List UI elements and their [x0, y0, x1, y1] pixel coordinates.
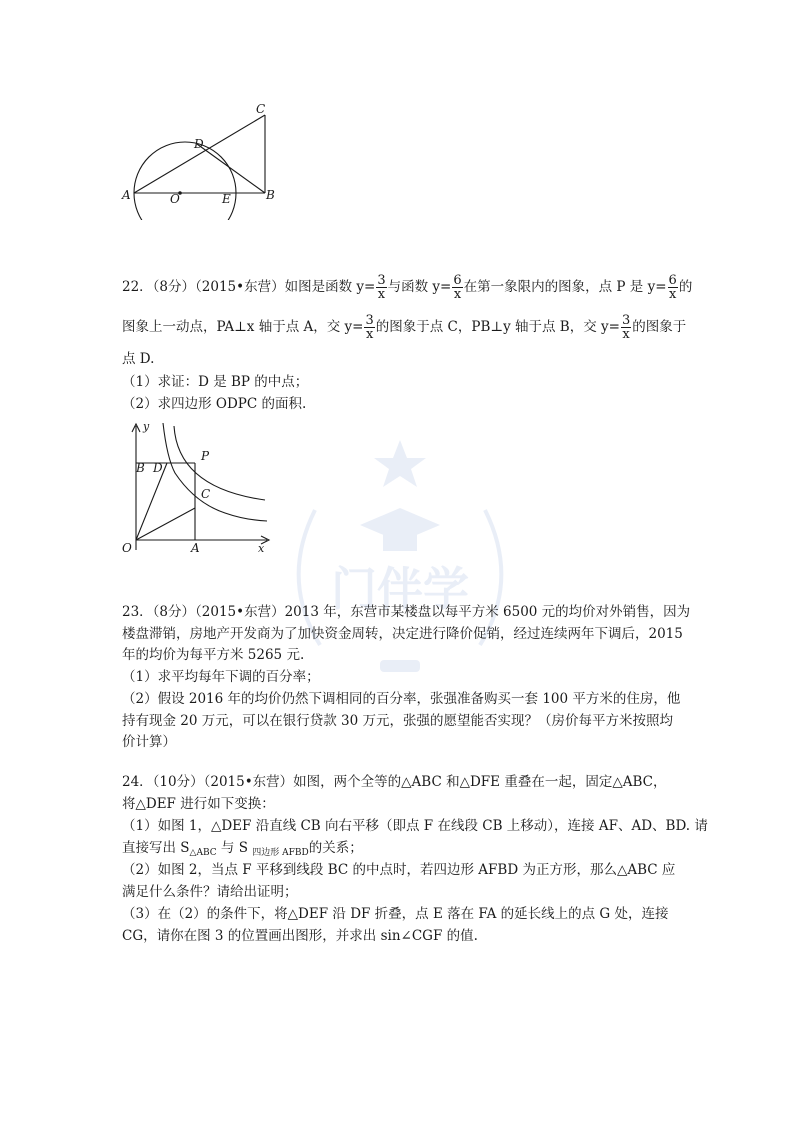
- q24-sub-2a: （2）如图 2，当点 F 平移到线段 BC 的中点时，若四边形 AFBD 为正方形，那么△ABC 应: [122, 862, 676, 878]
- fraction-3-over-x: $\frac{3}{x}$: [621, 313, 631, 342]
- q22-sub-1: （1）求证：D 是 BP 的中点；: [122, 374, 309, 390]
- q24-line-2: 将△DEF 进行如下变换：: [122, 796, 275, 812]
- fraction-6-over-x: $\frac{6}{x}$: [668, 273, 677, 302]
- label-e: E: [222, 192, 231, 206]
- q24-sub-1a: （1）如图 1，△DEF 沿直线 CB 向右平移（即点 F 在线段 CB 上移动），连接 AF、AD、BD. 请: [122, 818, 708, 834]
- q22-text-1c: 在第一象限内的图象，点 P 是 y=: [463, 279, 667, 295]
- q23-sub-2a: （2）假设 2016 年的均价仍然下调相同的百分率，张强准备购买一套 100 平方米的住房，他: [122, 691, 681, 707]
- fraction-3-over-x: $\frac{3}{x}$: [377, 273, 386, 302]
- fraction-3-over-x: $\frac{3}{x}$: [365, 313, 374, 342]
- q23-line-3: 年的均价为每平方米 5265 元.: [122, 647, 305, 663]
- q24-line-1: 24．（10分）（2015•东营）如图，两个全等的△ABC 和△DFE 重叠在一起，固定△ABC，: [122, 774, 667, 790]
- q22-text-1a: 如图是函数 y=: [284, 279, 376, 295]
- label-a: A: [122, 188, 131, 202]
- label-a: A: [191, 541, 200, 555]
- q23-sub-2b: 持有现金 20 万元，可以在银行贷款 30 万元，张强的愿望能否实现？（房价每平方米按照均: [122, 713, 674, 729]
- label-c: C: [201, 487, 211, 501]
- q22-text-1b: 与函数 y=: [387, 279, 452, 295]
- figure-22-hyperbola-graph: [115, 418, 275, 558]
- q23-sub-2c: 价计算）: [122, 734, 176, 750]
- label-d: D: [194, 137, 204, 151]
- watermark-text: 门伴学: [331, 562, 469, 616]
- label-y: y: [143, 420, 150, 433]
- q22-header: 22．（8分）（2015•东营）: [122, 279, 285, 295]
- label-p: P: [201, 449, 210, 463]
- q24-sub-2b: 满足什么条件？请给出证明；: [122, 884, 298, 900]
- fraction-6-over-x: $\frac{6}{x}$: [453, 273, 462, 302]
- q23-sub-1: （1）求平均每年下调的百分率；: [122, 669, 320, 685]
- q22-line-3: 点 D.: [122, 351, 155, 367]
- label-x: x: [258, 542, 265, 555]
- label-b: B: [266, 188, 275, 202]
- q23-line-1: 23．（8分）（2015•东营）2013 年，东营市某楼盘以每平方米 6500 元的均价对外销售，因为: [122, 604, 691, 620]
- q24-sub-1b: 直接写出 $S_{\triangle ABC}$ 与 S $_{四边形 AFBD}$的关系；: [122, 840, 363, 858]
- q24-sub-3a: （3）在（2）的条件下，将△DEF 沿 DF 折叠，点 E 落在 FA 的延长线上的点 G 处，连接: [122, 906, 669, 922]
- q22-sub-2: （2）求四边形 ODPC 的面积.: [122, 396, 307, 412]
- q22-text-2b: 的图象于点 C，PB⊥y 轴于点 B，交 y=: [375, 319, 620, 335]
- q22-line-1: [122, 274, 692, 301]
- q22-line-2: [122, 314, 686, 341]
- label-d: D: [153, 461, 163, 475]
- q22-text-2c: 的图象于: [632, 319, 687, 335]
- label-o: O: [122, 541, 132, 555]
- figure-21-circle-triangle: [110, 95, 290, 220]
- watermark-logo: [275, 430, 525, 690]
- q22-text-1d: 的: [678, 279, 693, 295]
- q24-sub-3b: CG，请你在图 3 的位置画出图形，并求出 sin∠CGF 的值.: [122, 928, 478, 944]
- q22-text-2a: 图象上一动点，PA⊥x 轴于点 A，交 y=: [122, 319, 364, 335]
- label-o: O: [170, 192, 180, 206]
- label-b: B: [136, 461, 145, 475]
- q23-line-2: 楼盘滞销，房地产开发商为了加快资金周转，决定进行降价促销，经过连续两年下调后，2015: [122, 626, 683, 642]
- label-c: C: [256, 102, 266, 116]
